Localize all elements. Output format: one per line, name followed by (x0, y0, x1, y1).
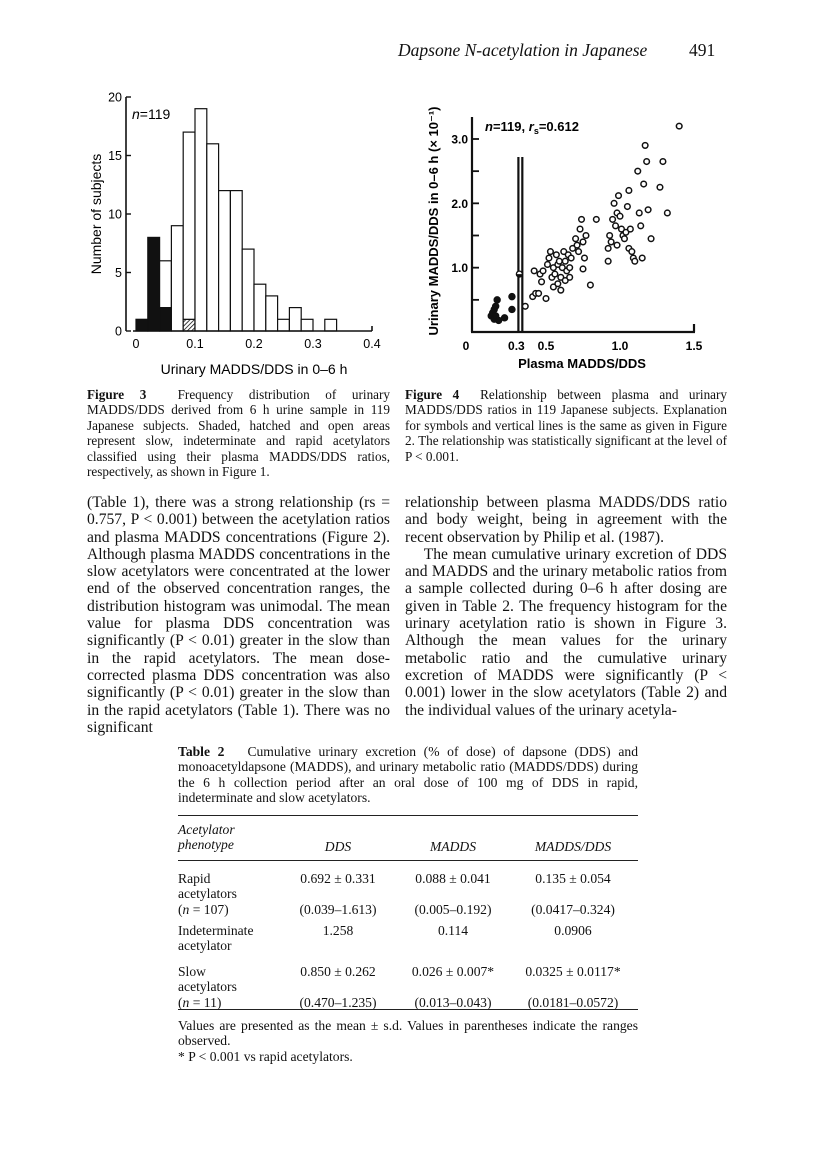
scatter-point-rapid (577, 226, 583, 232)
svg-text:0.4: 0.4 (363, 337, 381, 351)
histogram-bar (183, 319, 195, 331)
histogram-bar (242, 249, 254, 331)
scatter-point-rapid (629, 249, 635, 255)
table-2-caption (178, 744, 638, 806)
body-right-paragraph-2: The mean cumulative urinary excretion of DDS and MADDS and the urinary metabolic ratios from a sample collected during 0–6 h after dosing are given in Table 2. The frequency histogram for the urinary acetylation ratio is shown in Figure 3. Although the mean values for the urinary metabolic ratio and the cumulative urinary excretion of MADDS were significantly (P < 0.001) lower in the slow acetylators (Table 2) and the individual values of the urinary acetyla- (405, 545, 727, 719)
scatter-point-rapid (531, 268, 537, 274)
scatter-point-rapid (622, 236, 628, 242)
row-label-line1: Rapid (178, 871, 211, 886)
body-left-paragraph: (Table 1), there was a strong relationship (rs = 0.757, P < 0.001) between the acetylation ratios and plasma MADDS concentrations (Figure 2). Although plasma MADDS concentrations in the slow acetylators were concentrated at the lower end of the observed concentration ranges, the distribution histogram was unimodal. The mean value for plasma DDS concentration was significantly (P < 0.01) greater in the slow than in the rapid acetylators. The mean dose-corrected plasma DDS concentration was also significantly (P < 0.01) greater in the slow than in the rapid acetylators (Table 1). There was no significant (87, 494, 390, 736)
histogram-bar (148, 237, 160, 331)
scatter-point-slow (492, 303, 498, 309)
scatter-point-rapid (548, 249, 554, 255)
scatter-point-rapid (626, 188, 632, 194)
histogram-bars (136, 109, 337, 331)
histogram-bar (207, 144, 219, 331)
scatter-point-rapid (639, 255, 645, 261)
scatter-point-rapid (635, 168, 641, 174)
scatter-point-rapid (638, 223, 644, 229)
histogram-bar (301, 319, 313, 331)
histogram-bar (289, 308, 301, 331)
scatter-point-rapid (636, 210, 642, 216)
scatter-point-rapid (625, 204, 631, 210)
scatter-point-rapid (536, 291, 542, 297)
histogram-bar (160, 261, 172, 308)
scatter-points (488, 123, 682, 323)
cell-madds: 0.026 ± 0.007* (411, 964, 495, 979)
scatter-point-rapid (611, 201, 617, 207)
histogram-bar (219, 191, 231, 331)
body-right-paragraph-1: relationship between plasma MADDS/DDS ratio and body weight, being in agreement with the recent observation by Philip et al. (1987). (405, 494, 727, 546)
scatter-point-rapid (567, 265, 573, 271)
row-label (178, 923, 253, 954)
table-header-rule (178, 860, 638, 861)
figure-3-caption (87, 387, 390, 479)
svg-text:0: 0 (132, 337, 140, 351)
cell-dds: 0.850 ± 0.262 (300, 964, 376, 979)
scatter-point-rapid (546, 255, 552, 261)
scatter-point-rapid (576, 249, 582, 255)
scatter-point-rapid (660, 159, 666, 165)
svg-text:n=119, rs=0.612: n=119, $r_s=0.612$ (485, 119, 579, 136)
cell-ratio: 0.135 ± 0.054 (535, 871, 611, 886)
cell-ratio-range: (0.0181–0.0572) (527, 995, 619, 1010)
header-phenotype-line1: Acetylator (178, 822, 235, 837)
scatter-point-rapid (617, 213, 623, 219)
scatter-point-rapid (607, 233, 613, 239)
table-note-2: * P < 0.001 vs rapid acetylators. (178, 1048, 353, 1064)
scatter-point-rapid (676, 123, 682, 129)
scatter-point-rapid (539, 279, 545, 285)
row-label-line2: acetylators (178, 979, 237, 995)
scatter-point-rapid (608, 239, 614, 245)
scatter-point-rapid (580, 239, 586, 245)
cell-madds: 0.114 (437, 923, 469, 938)
cell-dds: 1.258 (322, 923, 354, 938)
cell-madds-range: (0.013–0.043) (414, 995, 492, 1010)
svg-text:0.3: 0.3 (304, 337, 322, 351)
svg-text:0: 0 (462, 339, 470, 353)
scatter-point-rapid (582, 255, 588, 261)
scatter-point-rapid (567, 275, 573, 281)
row-label-line3: (n = 11) (178, 994, 222, 1010)
scatter-point-rapid (573, 236, 579, 242)
scatter-point-rapid (657, 184, 663, 190)
scatter-point-rapid (642, 143, 648, 149)
row-label (178, 964, 237, 1010)
scatter-point-rapid (605, 246, 611, 252)
cell-dds: 0.692 ± 0.331 (300, 871, 376, 886)
svg-text:1.0: 1.0 (611, 339, 629, 353)
svg-text:0: 0 (115, 324, 122, 339)
svg-text:0.5: 0.5 (537, 339, 555, 353)
cell-dds-range: (0.039–1.613) (299, 902, 377, 917)
header-phenotype-line2: phenotype (178, 837, 234, 853)
header-madds-dds: MADDS/DDS (534, 839, 612, 854)
svg-text:0.3: 0.3 (508, 339, 525, 353)
running-title: Dapsone N-acetylation in Japanese (398, 40, 648, 60)
scatter-point-rapid (613, 223, 619, 229)
row-label-line1: Slow (178, 964, 206, 979)
header-dds: DDS (324, 839, 352, 854)
scatter-point-rapid (648, 236, 654, 242)
svg-text:n=119: n=119 (132, 106, 171, 122)
table-2-label: Table 2 (178, 744, 225, 759)
figure-4-caption-label: Figure 4 (405, 387, 460, 402)
scatter-point-rapid (574, 242, 580, 248)
scatter-point-rapid (562, 258, 568, 264)
table-2-notes (178, 1018, 638, 1064)
svg-text:1.5: 1.5 (685, 339, 703, 353)
scatter-point-slow (501, 315, 507, 321)
scatter-point-rapid (540, 268, 546, 274)
scatter-point-rapid (605, 258, 611, 264)
table-row-indeterminate (178, 923, 638, 959)
row-label-line2: acetylators (178, 886, 237, 902)
scatter-point-rapid (665, 210, 671, 216)
scatter-point-rapid (554, 252, 560, 258)
scatter-point-rapid (614, 242, 620, 248)
table-note-1: Values are presented as the mean ± s.d. Values in parentheses indicate the ranges observed. (178, 1018, 638, 1049)
scatter-point-rapid (543, 296, 549, 302)
cell-ratio: 0.0906 (554, 923, 592, 938)
cell-ratio: 0.0325 ± 0.0117* (525, 964, 621, 979)
scatter-point-rapid (568, 255, 574, 261)
scatter-axes (426, 107, 703, 372)
table-2-caption-text: Cumulative urinary excretion (% of dose) of dapsone (DDS) and monoacetyldapsone (MADDS), and urinary metabolic ratio (MADDS/DDS) during the 6 h collection period after an oral dose of 100 mg of DDS in rapid, indeterminate and slow acetylators. (178, 744, 638, 806)
table-top-rule (178, 815, 638, 816)
histogram-bar (195, 109, 207, 331)
svg-text:2.0: 2.0 (451, 196, 468, 211)
figure-3-caption-label: Figure 3 (87, 387, 147, 402)
scatter-point-slow (494, 297, 500, 303)
svg-text:0.1: 0.1 (186, 337, 204, 351)
figure-3-histogram (80, 85, 390, 380)
scatter-point-rapid (610, 217, 616, 223)
scatter-point-rapid (588, 282, 594, 288)
svg-text:3.0: 3.0 (451, 132, 468, 147)
scatter-point-rapid (594, 217, 600, 223)
histogram-bar (230, 191, 242, 331)
svg-text:Number of subjects: Number of subjects (88, 153, 104, 275)
figure-4-caption-text: Relationship between plasma and urinary MADDS/DDS ratios in 119 Japanese subjects. Explanation for symbols and vertical lines is the same as given in Figure 2. The relationship was statistically significant at the level of P < 0.001. (405, 387, 728, 464)
scatter-point-rapid (558, 287, 564, 293)
body-right-column (405, 494, 727, 719)
scatter-point-rapid (557, 258, 563, 264)
table-row-rapid (178, 871, 638, 923)
svg-text:15: 15 (108, 149, 122, 163)
histogram-bar (136, 319, 148, 331)
row-label-line2: acetylator (178, 938, 232, 954)
scatter-point-rapid (552, 271, 558, 277)
scatter-point-rapid (644, 159, 650, 165)
scatter-point-rapid (522, 303, 528, 309)
svg-text:Plasma MADDS/DDS: Plasma MADDS/DDS (518, 356, 646, 371)
header-phenotype (178, 822, 235, 853)
histogram-bar (160, 308, 172, 331)
histogram-bar (266, 296, 278, 331)
histogram-bar (171, 226, 183, 331)
figure-4-caption (405, 387, 727, 464)
scatter-point-slow (509, 293, 515, 299)
scatter-point-rapid (632, 258, 638, 264)
cell-dds-range: (0.470–1.235) (299, 995, 377, 1010)
histogram-bar (325, 319, 337, 331)
row-label-line1: Indeterminate (178, 923, 254, 938)
svg-text:1.0: 1.0 (451, 261, 468, 276)
scatter-point-rapid (579, 217, 585, 223)
body-left-column (87, 494, 390, 736)
scatter-point-rapid (583, 233, 589, 239)
svg-text:Urinary MADDS/DDS in 0–6 h (×: Urinary MADDS/DDS in 0–6 h (× 10⁻¹) (426, 106, 441, 336)
scatter-point-rapid (555, 281, 561, 287)
scatter-point-rapid (545, 262, 551, 268)
header-madds: MADDS (429, 839, 477, 854)
svg-text:Urinary MADDS/DDS in 0–6 h: Urinary MADDS/DDS in 0–6 h (160, 361, 348, 377)
cell-madds: 0.088 ± 0.041 (415, 871, 491, 886)
scatter-point-rapid (645, 207, 651, 213)
histogram-bar (183, 132, 195, 319)
scatter-point-rapid (580, 266, 586, 272)
figure-3-caption-text: Frequency distribution of urinary MADDS/DDS derived from 6 h urine sample in 119 Japanese subjects. Shaded, hatched and open areas represent slow, indeterminate and rapid acetylators classified using their plasma MADDS/DDS ratios, respectively, as shown in Figure 1. (87, 387, 391, 480)
table-bottom-rule (178, 1009, 638, 1010)
svg-text:0.2: 0.2 (245, 337, 263, 351)
svg-text:5: 5 (115, 266, 122, 280)
row-label (178, 871, 237, 917)
scatter-point-indeterminate (516, 271, 522, 277)
scatter-point-rapid (641, 181, 647, 187)
cell-ratio-range: (0.0417–0.324) (531, 902, 615, 917)
row-label-line3: (n = 107) (178, 901, 229, 917)
scatter-point-rapid (616, 193, 622, 199)
scatter-point-rapid (628, 226, 634, 232)
svg-text:20: 20 (108, 90, 122, 105)
scatter-point-slow (509, 306, 515, 312)
page-number: 491 (689, 40, 716, 60)
histogram-bar (278, 319, 290, 331)
cell-madds-range: (0.005–0.192) (414, 902, 492, 917)
svg-text:10: 10 (108, 207, 122, 222)
figure-4-scatter (420, 85, 720, 380)
histogram-bar (254, 284, 266, 331)
